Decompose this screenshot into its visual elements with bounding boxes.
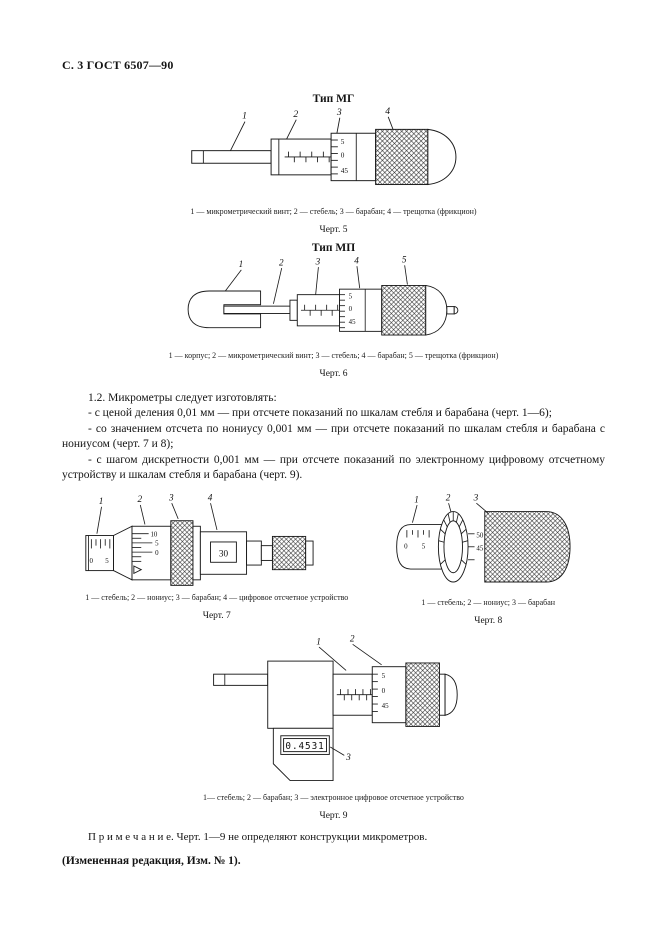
fig8-stem-scale-0: 0 — [404, 543, 408, 552]
fig5-barrel-scale-0: 0 — [340, 151, 344, 160]
fig7-label: Черт. 7 — [202, 611, 231, 622]
fig9-ratchet — [405, 663, 456, 726]
fig9-micrometer-drawing — [208, 633, 460, 790]
fig5-rod — [191, 151, 270, 164]
fig6-barrel — [339, 289, 381, 331]
fig6-type-title: Тип МП — [311, 242, 356, 254]
fig8-vernier-disc — [439, 512, 484, 582]
fig5-label: Черт. 5 — [319, 225, 348, 235]
fig6-barrel-scale-0: 0 — [348, 306, 352, 314]
fig9-callout-2: 2 — [349, 634, 355, 645]
fig6-ratchet — [381, 285, 457, 335]
fig7-caption: 1 — стебель; 2 — нониус; 3 — барабан; 4 — цифровое отсчетное устройство — [85, 593, 349, 603]
fig9-display-plate — [273, 729, 333, 781]
fig7-fig8-row — [62, 493, 605, 633]
fig7-stem-scale-0: 0 — [89, 558, 93, 566]
fig8-figure — [372, 493, 605, 633]
fig5-barrel-scale-5: 5 — [340, 137, 344, 146]
fig7-callout-4: 4 — [207, 492, 213, 503]
fig7-cone — [113, 527, 131, 581]
fig9-barrel — [372, 667, 406, 723]
clause-1-2 — [62, 391, 605, 483]
fig7-callout-3: 3 — [168, 492, 174, 503]
fig6-callout-1: 1 — [238, 259, 243, 270]
fig7-vernier — [132, 527, 171, 581]
fig9-label: Черт. 9 — [319, 811, 348, 822]
fig9-figure — [62, 633, 605, 790]
fig8-barrel — [485, 512, 570, 582]
fig5-callout-4: 4 — [384, 105, 390, 117]
fig8-stem-scale-5: 5 — [421, 543, 426, 552]
fig8-disc-scale-50: 50 — [476, 531, 484, 540]
fig9-body — [267, 662, 332, 729]
fig5-barrel — [331, 133, 376, 180]
fig9-caption: 1— стебель; 2 — барабан; 3 — электронное цифровое отсчетное устройство — [203, 793, 464, 803]
fig7-figure — [62, 493, 372, 628]
fig7-micrometer-drawing — [78, 493, 356, 590]
fig8-callout-1: 1 — [414, 495, 420, 506]
fig7-vernier-5: 5 — [154, 541, 159, 549]
fig5-callout-3: 3 — [336, 106, 342, 118]
fig6-stem — [297, 295, 339, 326]
fig6-callout-2: 2 — [278, 257, 284, 268]
fig5-callout-1: 1 — [241, 110, 247, 122]
fig6-callout-5: 5 — [401, 254, 406, 265]
fig7-counter — [200, 532, 246, 574]
fig8-callout-3: 3 — [473, 493, 479, 504]
fig9-barrel-scale-0: 0 — [381, 687, 385, 696]
page-header: С. 3 ГОСТ 6507—90 — [62, 58, 174, 72]
fig7-spacer — [193, 527, 200, 581]
fig7-vernier-0: 0 — [154, 550, 159, 558]
fig6-barrel-scale-45: 45 — [348, 319, 356, 327]
fig7-counter-value: 30 — [218, 549, 228, 560]
fig8-disc-scale-45: 45 — [476, 544, 484, 553]
fig8-callout-2: 2 — [446, 493, 451, 504]
fig9-display-value: 0.4531 — [284, 741, 325, 753]
fig7-callout-1: 1 — [98, 496, 104, 507]
fig8-caption: 1 — стебель; 2 — нониус; 3 — барабан — [421, 598, 556, 608]
fig6-micrometer-drawing — [178, 256, 490, 348]
fig9-callout-3: 3 — [345, 753, 351, 764]
fig9-rod — [213, 675, 267, 686]
fig7-barrel — [171, 521, 193, 586]
fig7-knob — [246, 537, 313, 570]
fig6-label: Черт. 6 — [319, 369, 348, 379]
fig5-barrel-scale-45: 45 — [340, 166, 348, 175]
clause-1-2-item-1: - с ценой деления 0,01 мм — при отсчете показаний по шкалам стебля и барабана (черт. 1—6); — [88, 407, 552, 420]
fig6-callout-4: 4 — [353, 255, 359, 266]
fig7-stem — [86, 536, 114, 571]
fig5-type-title: Тип МГ — [312, 93, 355, 105]
fig5-figure — [62, 107, 605, 204]
clause-1-2-lead: 1.2. Микрометры следует изготовлять: — [88, 392, 277, 404]
fig6-barrel-scale-5: 5 — [348, 293, 352, 301]
fig8-micrometer-drawing — [388, 493, 588, 595]
fig5-callout-2: 2 — [292, 108, 298, 120]
fig8-stem — [397, 525, 442, 570]
clause-1-2-item-2: - со значением отсчета по нониусу 0,001 мм — при отсчете показаний по шкалам стебля и барабана с нониусом (черт. 7 и 8); — [62, 422, 605, 451]
fig8-label: Черт. 8 — [474, 616, 503, 627]
fig5-micrometer-drawing — [184, 107, 484, 204]
fig9-callout-1: 1 — [315, 637, 321, 648]
fig7-vernier-10: 10 — [150, 531, 158, 539]
fig5-stem — [271, 139, 331, 175]
fig9-stem — [333, 675, 372, 716]
fig7-callout-2: 2 — [137, 494, 142, 505]
fig7-stem-scale-5: 5 — [104, 558, 109, 566]
fig5-caption: 1 — микрометрический винт; 2 — стебель; 3 — барабан; 4 — трещотка (фрикцион) — [190, 207, 477, 216]
fig6-callout-3: 3 — [315, 256, 320, 267]
fig6-caption: 1 — корпус; 2 — микрометрический винт; 3 — стебель; 4 — барабан; 5 — трещотка (фрикцион) — [168, 351, 499, 360]
fig9-barrel-scale-45: 45 — [381, 702, 389, 711]
amendment-text: (Измененная редакция, Изм. № 1). — [62, 855, 241, 868]
fig6-figure — [62, 256, 605, 348]
fig9-barrel-scale-5: 5 — [381, 672, 385, 681]
clause-1-2-item-3: - с шагом дискретности 0,001 мм — при отсчете показаний по электронному цифровому отсчетному устройству и шкалам стебля и барабана (черт. 9). — [62, 453, 605, 482]
note-text: П р и м е ч а н и е. Черт. 1—9 не определяют конструкции микрометров. — [88, 831, 428, 844]
fig5-ratchet — [375, 129, 455, 184]
